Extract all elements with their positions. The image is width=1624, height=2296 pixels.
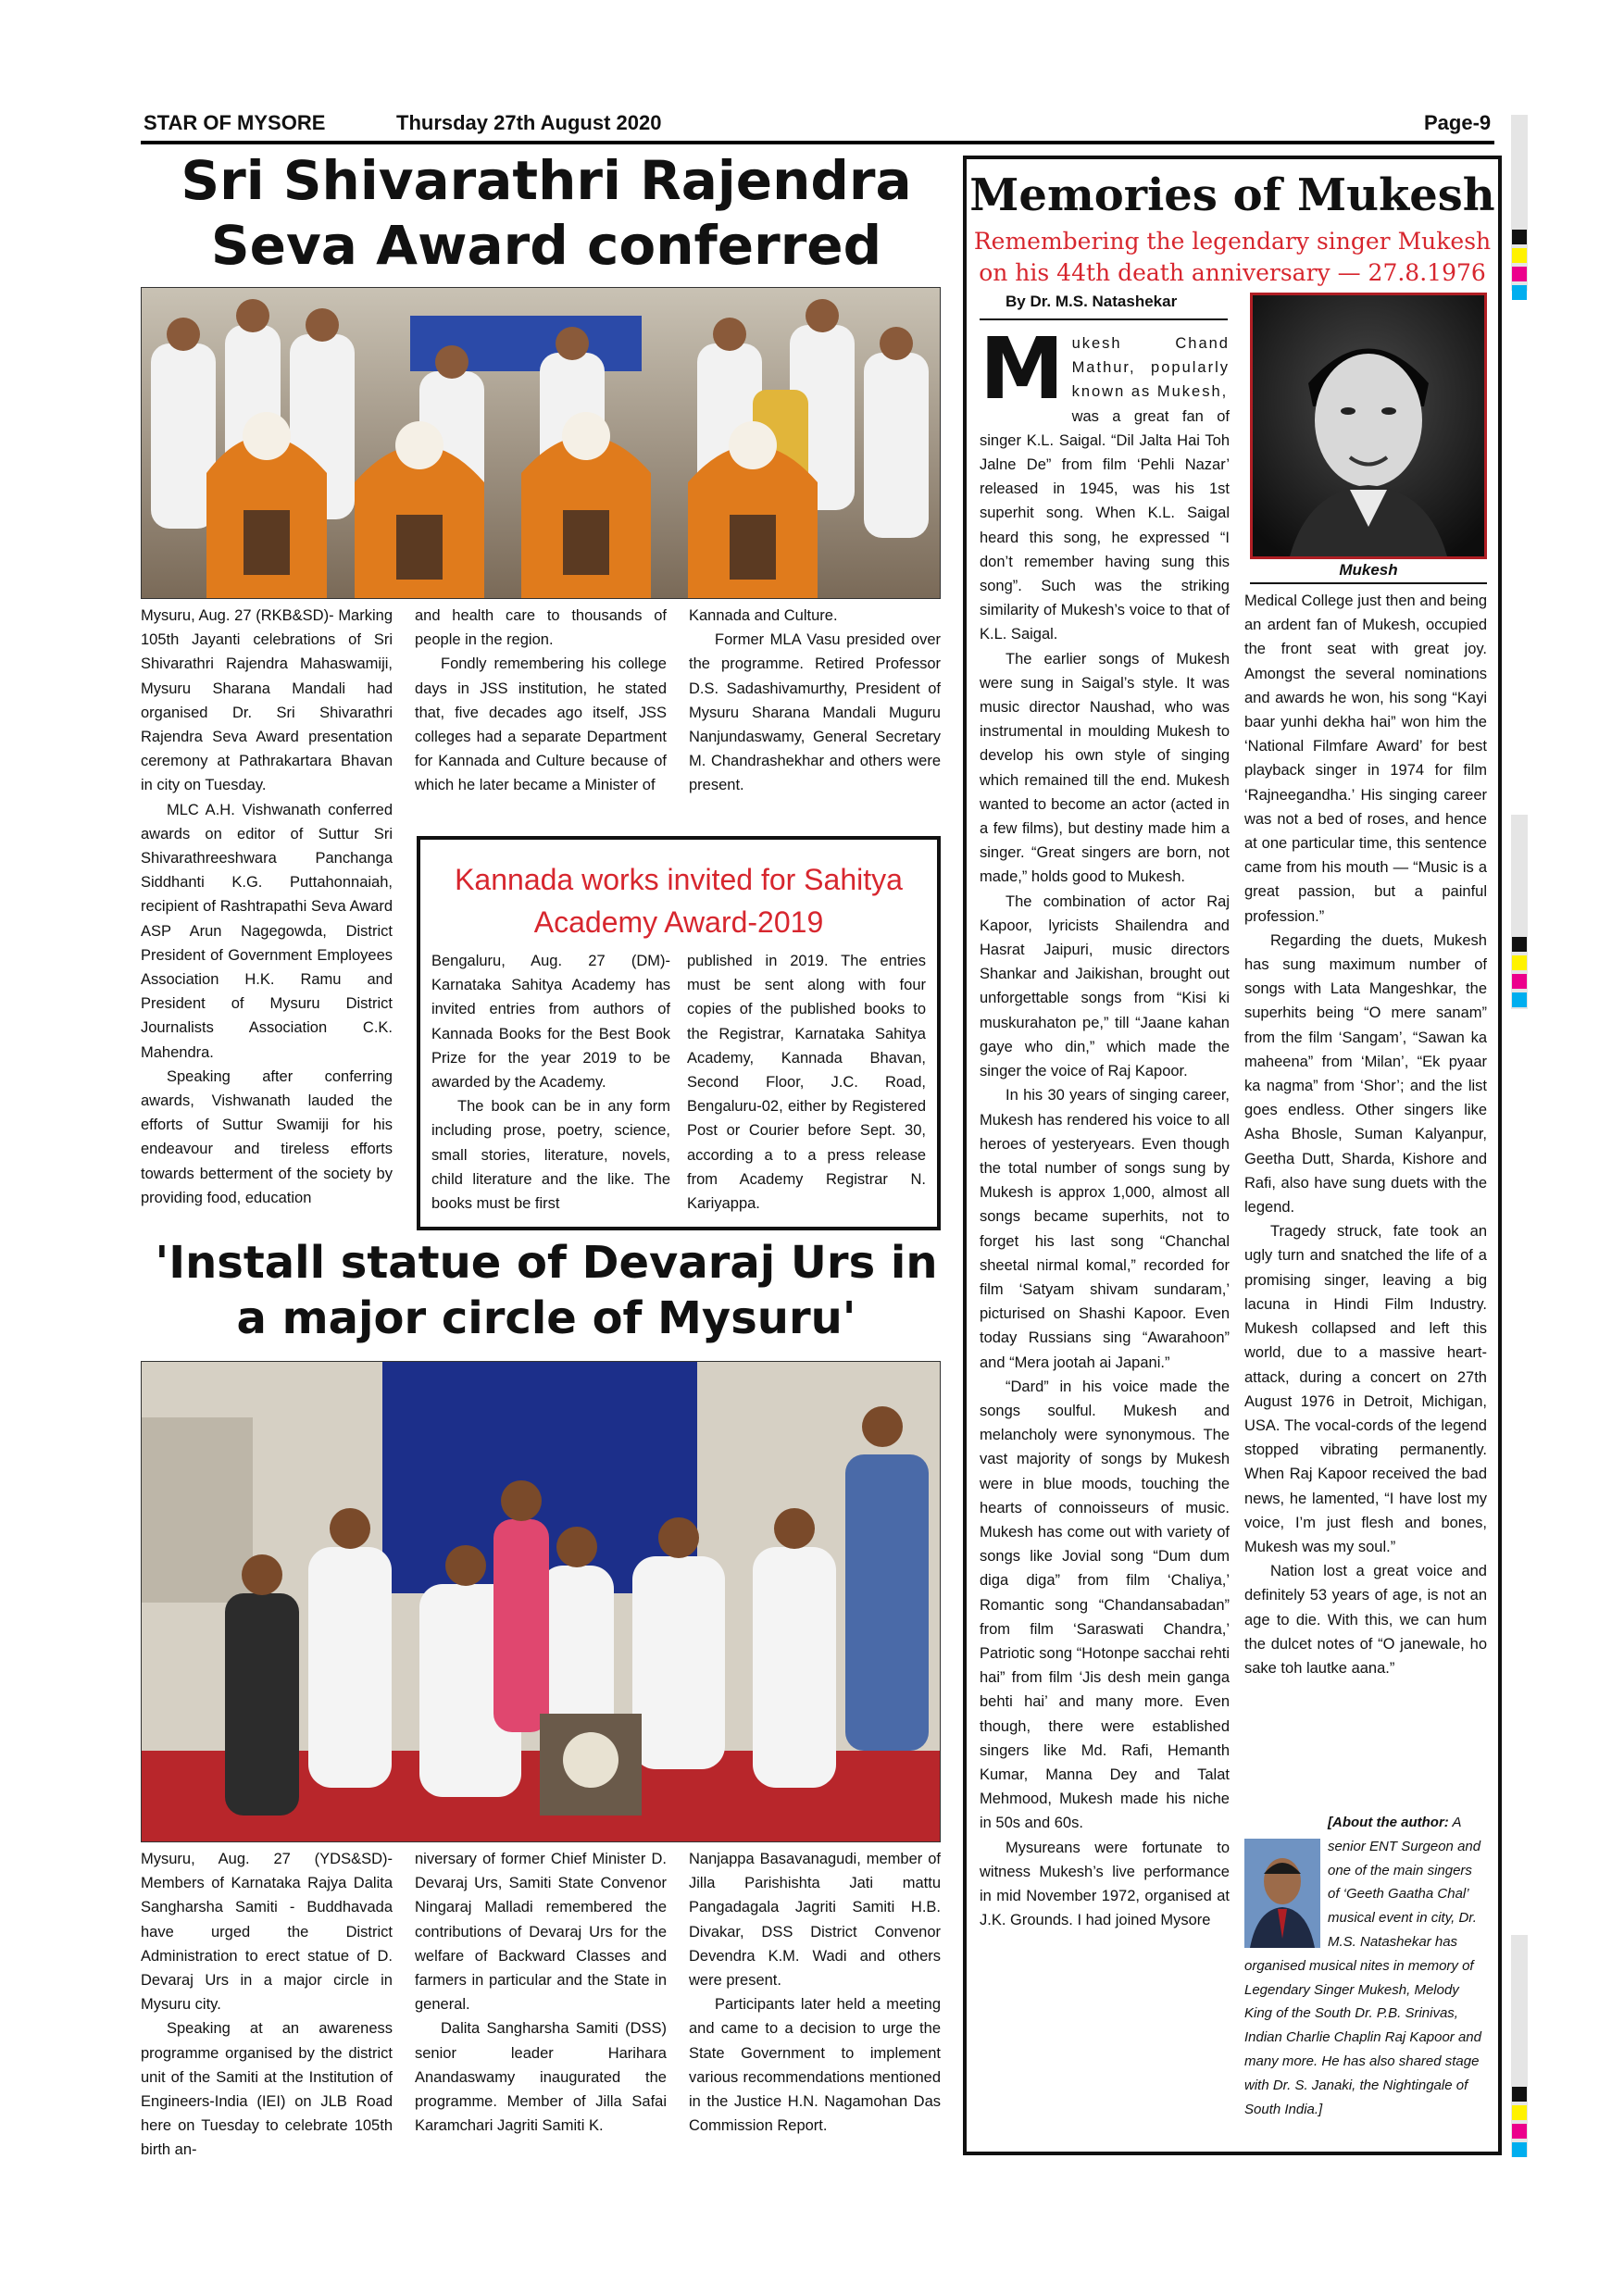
- masthead-name: STAR OF MYSORE: [144, 111, 326, 134]
- mukesh-lead: ukesh Chand Mathur, popularly known as Mukesh,: [1071, 335, 1230, 401]
- article2-headline: [139, 1235, 954, 1346]
- article1-column-2: [415, 604, 667, 817]
- tribute-event-illustration: [142, 1362, 940, 1841]
- article2-para: Dalita Sangharsha Samiti (DSS) senior leader Harihara Anandaswamy inaugurated the programme. Member of Jilla Safai Karamchari Jagriti Samiti K.: [415, 2020, 667, 2135]
- article2-para: niversary of former Chief Minister D. Devaraj Urs, Samiti State Convenor Ningaraj Malladi remembered the contributions of Devaraj Urs for the welfare of Backward Classes and farmers in particular and the State in general.: [415, 1851, 667, 2014]
- mukesh-para: The combination of actor Raj Kapoor, lyricists Shailendra and Hasrat Jaipuri, music directors Shankar and Jaikishan, brought out unforgettable songs from “Kisi ki muskurahaton pe,” till “Jaane kahan gaye who din,” which made the singer the voice of Raj Kapoor.: [980, 892, 1230, 1080]
- mukesh-para: Mysureans were fortunate to witness Mukesh’s live performance in mid November 1972, organised at J.K. Grounds. I had joined Mysore: [980, 1839, 1230, 1929]
- author-photo: [1244, 1839, 1320, 1948]
- article2-column-3: [689, 1847, 941, 2162]
- about-author: [1244, 1811, 1487, 2135]
- article1-para: Speaking after conferring awards, Vishwanath lauded the efforts of Suttur Swamiji for his endeavour and tireless efforts towards betterment of the society by providing food, education: [141, 1067, 393, 1206]
- author-text: A senior ENT Surgeon and one of the main singers of ‘Geeth Gaatha Chal’ musical event in city, Dr. M.S. Natashekar has organised musical nites in memory of Legendary Singer Mukesh, Melody King of the South Dr. P.B. Srinivas, Indian Charlie Chaplin Raj Kapoor and many more. He has also shared stage with Dr. S. Janaki, the Nightingale of South India.]: [1244, 1815, 1481, 2117]
- article1-para: Mysuru, Aug. 27 (RKB&SD)- Marking 105th Jayanti celebrations of Sri Shivarathri Rajendra Mahaswamiji, Mysuru Sharana Mandali had organised Dr. Sri Shivarathri Rajendra Seva Award presentation ceremony at Pathrakartara Bhavan in city on Tuesday.: [141, 607, 393, 794]
- mukesh-column-1: [980, 331, 1230, 2137]
- article2-column-1: [141, 1847, 393, 2162]
- article2-column-2: [415, 1847, 667, 2162]
- mukesh-subtitle-line2: on his 44th death anniversary — 27.8.1976: [979, 259, 1486, 286]
- sahitya-para: published in 2019. The entries must be sent along with four copies of the published books to the Registrar, Karnataka Sahitya Academy, Kannada Bhavan, Second Floor, J.C. Road, Bengaluru-02, either by Registered Post or Courier before Sept. 30, according a to a press release from Academy Registrar N. Kariyappa.: [687, 953, 926, 1213]
- sahitya-para: Bengaluru, Aug. 27 (DM)- Karnataka Sahitya Academy has invited entries from authors of Kannada Books for the Best Book Prize for the year 2019 to be awarded by the Academy.: [431, 953, 670, 1092]
- mukesh-column-2: [1244, 589, 1487, 1802]
- sahitya-title-line1: Kannada works invited for Sahitya: [455, 863, 903, 896]
- registration-magenta: [1512, 974, 1527, 989]
- award-ceremony-illustration: [142, 288, 940, 598]
- article2-para: Participants later held a meeting and came to a decision to urge the State Government to implement various recommendations mentioned in the Justice H.N. Nagamohan Das Commission Report.: [689, 1996, 941, 2135]
- mukesh-para: In his 30 years of singing career, Mukesh has rendered his voice to all heroes of yesteryears. Even though the total number of songs sung by Mukesh is approx 1,000, almost all songs became superhits, not to forget his last song “Chanchal sheetal nirmal komal,” recorded for film ‘Satyam shivam sundaram,’ picturised on Shashi Kapoor. Even today Russians sing “Awarahoon” and “Mera jootah ai Japani.”: [980, 1087, 1230, 1371]
- mukesh-box: [963, 156, 1502, 2155]
- mukesh-portrait: [1250, 293, 1487, 559]
- registration-magenta: [1512, 2124, 1527, 2139]
- devaraj-urs-event-photo: [141, 1361, 941, 1842]
- article1-para: Fondly remembering his college days in JSS institution, he stated that, five decades ago itself, JSS colleges had a separate Department for Kannada and Culture because of which he later became a Minister of: [415, 655, 667, 794]
- article1-para: MLC A.H. Vishwanath conferred awards on editor of Suttur Sri Shivarathreeshwara Panchanga Siddhanti K.G. Puttahonnaiah, recipient of Rashtrapathi Seva Award ASP Arun Nagegowda, District President of Government Employees Association H.K. Ramu and President of Mysuru District Journalists Association C.K. Mahendra.: [141, 801, 393, 1061]
- award-ceremony-photo: [141, 287, 941, 599]
- article2-headline-line1: 'Install statue of Devaraj Urs in: [155, 1237, 938, 1289]
- mukesh-para: Nation lost a great voice and definitely 53 years of age, is not an age to die. With this, we can hum the dulcet notes of “O janewale, ho sake toh lautke aana.”: [1244, 1563, 1487, 1677]
- article1-para: and health care to thousands of people in the region.: [415, 607, 667, 649]
- portrait-illustration: [1253, 295, 1484, 556]
- article1-para: Former MLA Vasu presided over the programme. Retired Professor D.S. Sadashivamurthy, President of Mysuru Sharana Mandali Muguru Nanjundaswamy, General Secretary M. Chandrashekhar and others were present.: [689, 631, 941, 794]
- sahitya-title-line2: Academy Award-2019: [533, 905, 824, 939]
- registration-yellow: [1512, 248, 1527, 263]
- registration-black: [1512, 937, 1527, 952]
- mukesh-para: Tragedy struck, fate took an ugly turn and snatched the life of a promising singer, leaving a big lacuna in Hindi Film Industry. Mukesh collapsed and left this world, due to a massive heart-attack, during a concert on 27th August 1976 in Detroit, Michigan, USA. The vocal-cords of the legend stopped vibrating permanently. When Raj Kapoor received the bad news, he lamented, “I have lost my voice, I’m just flesh and bones, Mukesh was my soul.”: [1244, 1223, 1487, 1555]
- sahitya-column-1: [431, 949, 670, 1217]
- mukesh-para: Medical College just then and being an ardent fan of Mukesh, occupied the front seat with great joy. Amongst the several nominations and awards he won, his song “Kayi baar yunhi dekha hai” won him the ‘National Filmfare Award’ for best playback singer in 1974 for film ‘Rajneegandha.’ His singing career was not a bed of roses, and hence at one particular time, this sentence came from his mouth — “Music is a great passion, but a painful profession.”: [1244, 593, 1487, 925]
- portrait-caption: Mukesh: [1250, 561, 1487, 584]
- mukesh-para: was a great fan of singer K.L. Saigal. “Dil Jalta Hai Toh Jalne De” from film ‘Pehli Nazar’ released in 1945, was his 1st superhit song. When K.L. Saigal heard this song, he expressed “I don’t remember having sung this song”. Such was the striking similarity of Mukesh’s voice to that of K.L. Saigal.: [980, 407, 1230, 643]
- sahitya-box: [417, 836, 941, 1230]
- sahitya-column-2: [687, 949, 926, 1217]
- registration-cyan: [1512, 992, 1527, 1007]
- header-rule: [141, 141, 1494, 144]
- mukesh-para: “Dard” in his voice made the songs soulful. Mukesh and melancholy were synonymous. The vast majority of songs by Mukesh were in blue moods, touching the hearts of connoisseurs of music. Mukesh has come out with variety of songs like Jovial song “Dum dum diga diga” from film ‘Chaliya,’ Romantic song “Chandansabadan” from film ‘Saraswati Chandra,’ Patriotic song “Hotonpe sacchai rehti hai” from film ‘Jis desh mein ganga behti hai’ and many more. Even though, there were established singers like Md. Rafi, Hemanth Kumar, Manna Dey and Talat Mehmood, Mukesh made his niche in 50s and 60s.: [980, 1378, 1230, 1832]
- registration-black: [1512, 230, 1527, 244]
- mukesh-para: Regarding the duets, Mukesh has sung maximum number of songs with Lata Mangeshkar, the superhits being “O mere sanam” from the film ‘Sangam’, “Sawan ka maheena” from ‘Milan’, “Ek pyaar ka nagma” from ‘Shor’; and the list goes endless. Other singers like Asha Bhosle, Suman Kalyanpur, Geetha Dutt, Sharda, Kishore and Rafi, also have sung duets with the legend.: [1244, 931, 1487, 1217]
- article1-column-1: [141, 604, 393, 1233]
- mukesh-para: The earlier songs of Mukesh were sung in Saigal’s style. It was music director Naushad, who was instrumental in moulding Mukesh to develop his own style of singing which remained till the end. Mukesh wanted to become an actor (acted in a few films), but destiny made him a singer. “Great singers are born, not made,” holds good to Mukesh.: [980, 650, 1230, 886]
- author-illustration: [1244, 1839, 1320, 1948]
- byline-rule: [980, 318, 1228, 320]
- registration-yellow: [1512, 955, 1527, 970]
- mukesh-subtitle-line1: Remembering the legendary singer Mukesh: [973, 228, 1492, 255]
- dropcap: M: [980, 331, 1065, 418]
- article2-para: Mysuru, Aug. 27 (YDS&SD)- Members of Karnataka Rajya Dalita Sangharsha Samiti - Buddhavada have urged the District Administration to erect statue of D. Devaraj Urs in a major circle in Mysuru city.: [141, 1851, 393, 2014]
- article2-headline-line2: a major circle of Mysuru': [236, 1292, 856, 1344]
- sahitya-title: [420, 858, 937, 943]
- mukesh-subtitle: [967, 226, 1498, 289]
- article1-column-3: [689, 604, 941, 817]
- article2-para: Speaking at an awareness programme organised by the district unit of the Samiti at the Institution of Engineers-India (IEI) on JLB Road here on Tuesday to celebrate 105th birth an-: [141, 2020, 393, 2159]
- registration-yellow: [1512, 2105, 1527, 2120]
- mukesh-byline: By Dr. M.S. Natashekar: [1006, 293, 1178, 310]
- registration-black: [1512, 2087, 1527, 2102]
- page-number: Page-9: [1424, 111, 1492, 134]
- author-label: [About the author:: [1328, 1815, 1449, 1830]
- margin-strip-top: [1511, 115, 1528, 291]
- registration-cyan: [1512, 2142, 1527, 2157]
- registration-magenta: [1512, 267, 1527, 281]
- mukesh-title: Memories of Mukesh: [969, 169, 1495, 221]
- article1-headline-line1: Sri Shivarathri Rajendra: [181, 149, 912, 212]
- sahitya-para: The book can be in any form including prose, poetry, science, small stories, literature, novels, child literature and the like. The books must be first: [431, 1098, 670, 1213]
- article1-para: Kannada and Culture.: [689, 607, 838, 624]
- article2-para: Nanjappa Basavanagudi, member of Jilla Parishishta Jati mattu Pangadagala Jagriti Samiti H.B. Divakar, DSS District Convenor Devendra K.M. Wadi and others were present.: [689, 1851, 941, 1990]
- article1-headline-line2: Seva Award conferred: [210, 214, 882, 277]
- issue-date: Thursday 27th August 2020: [396, 111, 662, 134]
- article1-headline: [139, 148, 954, 278]
- registration-cyan: [1512, 285, 1527, 300]
